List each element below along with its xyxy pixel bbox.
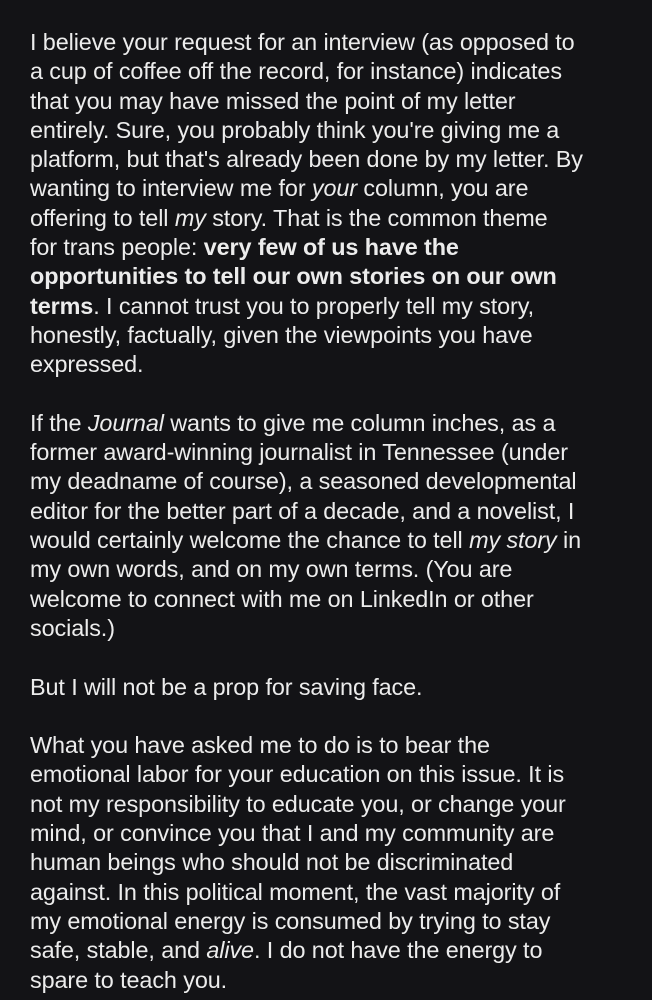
text-segment: would certainly welcome the chance to tell <box>30 527 470 554</box>
text-segment: against. In this political moment, the vast majority of <box>30 878 561 905</box>
bold-text: very few of us have the <box>203 234 459 261</box>
text-segment: my deadname of course), a seasoned developmental <box>30 468 577 495</box>
text-segment: former award-winning journalist in Tennessee (under <box>30 439 568 466</box>
italic-text: alive <box>206 937 254 964</box>
text-segment: mind, or convince you that I and my community are <box>30 820 555 847</box>
text-segment: . I do not have the energy to <box>253 937 543 964</box>
text-segment: wanting to interview me for <box>30 175 312 202</box>
text-line <box>30 731 652 760</box>
text-segment: human beings who should not be discriminated <box>30 849 514 876</box>
text-line <box>30 409 652 438</box>
text-segment: offering to tell <box>30 204 175 231</box>
text-line <box>30 87 652 116</box>
text-segment: entirely. Sure, you probably think you're giving me a <box>30 116 560 143</box>
text-segment: my emotional energy is consumed by trying to stay <box>30 907 551 934</box>
text-segment: column, you are <box>357 175 529 202</box>
text-segment: socials.) <box>30 614 115 641</box>
text-line <box>30 204 652 233</box>
text-line <box>30 966 652 995</box>
text-segment: spare to teach you. <box>30 966 228 993</box>
text-segment: welcome to connect with me on LinkedIn or other <box>30 585 534 612</box>
text-line <box>30 585 652 614</box>
text-segment: my own words, and on my own terms. (You are <box>30 556 513 583</box>
text-line <box>30 497 652 526</box>
text-segment: honestly, factually, given the viewpoints you have <box>30 321 533 348</box>
text-segment: story. That is the common theme <box>205 204 548 231</box>
text-segment: platform, but that's already been done by my letter. By <box>30 146 583 173</box>
text-line <box>30 116 652 145</box>
text-segment: But I will not be a prop for saving face. <box>30 673 423 700</box>
text-segment: expressed. <box>30 351 144 378</box>
bold-text: terms <box>30 292 94 319</box>
text-line <box>30 321 652 350</box>
text-line <box>30 350 652 379</box>
italic-text: your <box>311 175 358 202</box>
text-segment: emotional labor for your education on this issue. It is <box>30 761 565 788</box>
text-line <box>30 673 652 702</box>
text-line <box>30 467 652 496</box>
text-line <box>30 555 652 584</box>
text-segment: in <box>556 527 582 554</box>
text-segment: a cup of coffee off the record, for instance) indicates <box>30 58 562 85</box>
text-segment: I believe your request for an interview (as opposed to <box>30 29 575 55</box>
text-line <box>30 848 652 877</box>
text-line <box>30 819 652 848</box>
text-segment: for trans people: <box>30 234 204 261</box>
text-segment: that you may have missed the point of my letter <box>30 87 516 114</box>
text-segment: safe, stable, and <box>30 937 207 964</box>
text-line <box>30 57 652 86</box>
paragraph <box>30 731 652 995</box>
text-line <box>30 526 652 555</box>
paragraph <box>30 28 652 380</box>
text-line <box>30 936 652 965</box>
italic-text: Journal <box>87 409 164 436</box>
paragraph <box>30 673 652 702</box>
text-line <box>30 174 652 203</box>
text-segment: wants to give me column inches, as a <box>163 409 556 436</box>
text-line <box>30 28 652 57</box>
text-line <box>30 614 652 643</box>
text-segment: What you have asked me to do is to bear the <box>30 732 490 759</box>
text-line <box>30 145 652 174</box>
text-segment: . I cannot trust you to properly tell my story, <box>93 292 534 319</box>
text-line <box>30 790 652 819</box>
paragraph <box>30 409 652 643</box>
text-line <box>30 438 652 467</box>
text-line <box>30 233 652 262</box>
text-segment: If the <box>30 409 88 436</box>
text-line <box>30 878 652 907</box>
text-segment: not my responsibility to educate you, or change your <box>30 790 566 817</box>
text-line <box>30 907 652 936</box>
text-line <box>30 292 652 321</box>
text-line <box>30 760 652 789</box>
text-line <box>30 262 652 291</box>
text-segment: editor for the better part of a decade, and a novelist, I <box>30 497 575 524</box>
italic-text: my <box>174 204 206 231</box>
bold-text: opportunities to tell our own stories on our own <box>30 263 557 290</box>
italic-text: my story <box>469 527 557 554</box>
